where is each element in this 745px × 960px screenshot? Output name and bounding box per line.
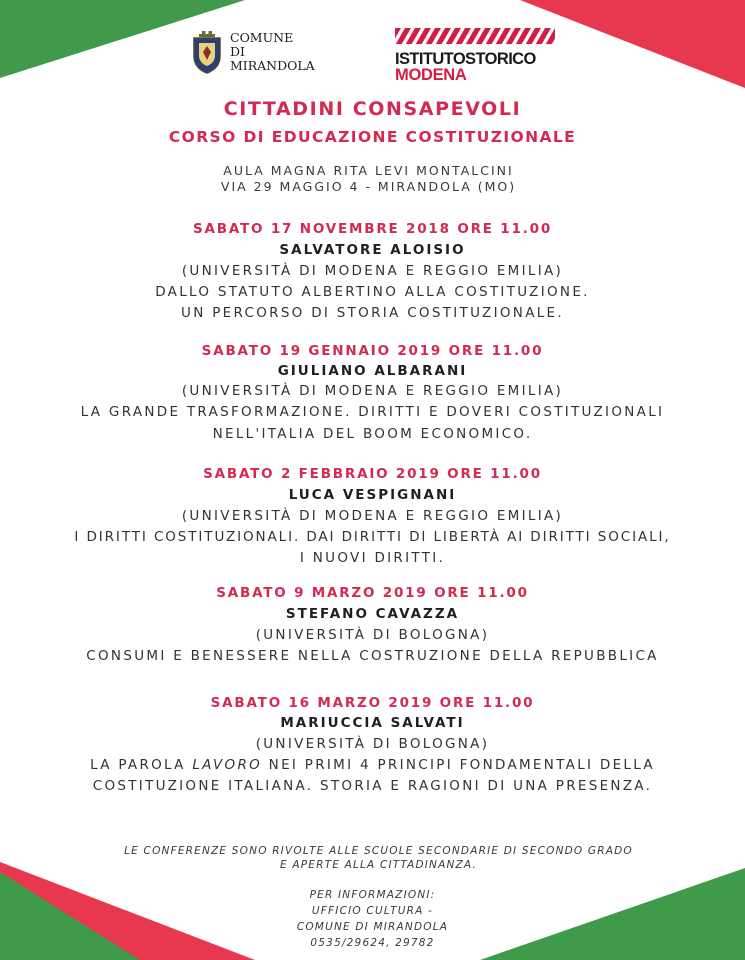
event-5-speaker: MARIUCCIA SALVATI [280,715,465,731]
info-line-4: 0535/29624, 29782 [310,937,435,949]
event-5-topic-1 [0,757,745,773]
event-4-affiliation: (UNIVERSITÀ DI BOLOGNA) [255,627,490,643]
event-3-date: SABATO 2 FEBBRAIO 2019 ORE 11.00 [203,466,542,482]
istituto-line-1: ISTITUTOSTORICO [395,50,536,68]
event-4-date: SABATO 9 MARZO 2019 ORE 11.00 [216,585,529,601]
event-2-topic-2: NELL'ITALIA DEL BOOM ECONOMICO. [212,426,533,442]
note-line-2: E APERTE ALLA CITTADINANZA. [279,859,478,871]
info-line-2: UFFICIO CULTURA - [311,905,434,917]
note-line-1: LE CONFERENZE SONO RIVOLTE ALLE SCUOLE SECONDARIE DI SECONDO GRADO [124,845,633,857]
event-1-affiliation: (UNIVERSITÀ DI MODENA E REGGIO EMILIA) [181,263,564,279]
crest-icon [190,30,224,74]
event-5-topic-pre: LA PAROLA [90,757,193,773]
event-5-topic-2: COSTITUZIONE ITALIANA. STORIA E RAGIONI DI UNA PRESENZA. [92,778,653,794]
page-subtitle: CORSO DI EDUCAZIONE COSTITUZIONALE [168,128,577,146]
page-title: CITTADINI CONSAPEVOLI [223,98,522,120]
comune-line-2: DI [230,44,245,59]
event-5-topic-post: NEI PRIMI 4 PRINCIPI FONDAMENTALI DELLA [262,757,655,773]
event-3-speaker: LUCA VESPIGNANI [288,487,457,503]
comune-line-1: COMUNE [230,30,294,45]
event-4-speaker: STEFANO CAVAZZA [285,606,460,622]
comune-logo [190,30,315,74]
event-4-topic-1: CONSUMI E BENESSERE NELLA COSTRUZIONE DELLA REPUBBLICA [86,648,659,664]
comune-line-3: MIRANDOLA [230,58,315,73]
info-line-3: COMUNE DI MIRANDOLA [296,921,449,933]
istituto-storico-logo [395,28,555,83]
event-5-date: SABATO 16 MARZO 2019 ORE 11.00 [210,695,535,711]
stripes-icon [395,28,555,44]
event-3-topic-1: I DIRITTI COSTITUZIONALI. DAI DIRITTI DI LIBERTÀ AI DIRITTI SOCIALI, [74,529,671,545]
event-5-topic-emphasis: LAVORO [192,757,263,773]
venue-line-1: AULA MAGNA RITA LEVI MONTALCINI [223,163,514,178]
event-1-date: SABATO 17 NOVEMBRE 2018 ORE 11.00 [192,221,553,237]
event-1-speaker: SALVATORE ALOISIO [279,242,466,258]
istituto-line-2: MODENA [395,66,467,84]
event-2-speaker: GIULIANO ALBARANI [277,363,468,379]
event-2-date: SABATO 19 GENNAIO 2019 ORE 11.00 [201,343,544,359]
event-3-affiliation: (UNIVERSITÀ DI MODENA E REGGIO EMILIA) [181,508,564,524]
event-2-topic-1: LA GRANDE TRASFORMAZIONE. DIRITTI E DOVERI COSTITUZIONALI [80,404,665,420]
info-line-1: PER INFORMAZIONI: [309,889,436,901]
event-3-topic-2: I NUOVI DIRITTI. [299,550,446,566]
event-1-topic-2: UN PERCORSO DI STORIA COSTITUZIONALE. [181,305,564,321]
event-5-affiliation: (UNIVERSITÀ DI BOLOGNA) [255,736,490,752]
event-1-topic-1: DALLO STATUTO ALBERTINO ALLA COSTITUZIONE. [155,284,590,300]
event-2-affiliation: (UNIVERSITÀ DI MODENA E REGGIO EMILIA) [181,383,564,399]
venue-line-2: VIA 29 MAGGIO 4 - MIRANDOLA (MO) [220,179,517,194]
